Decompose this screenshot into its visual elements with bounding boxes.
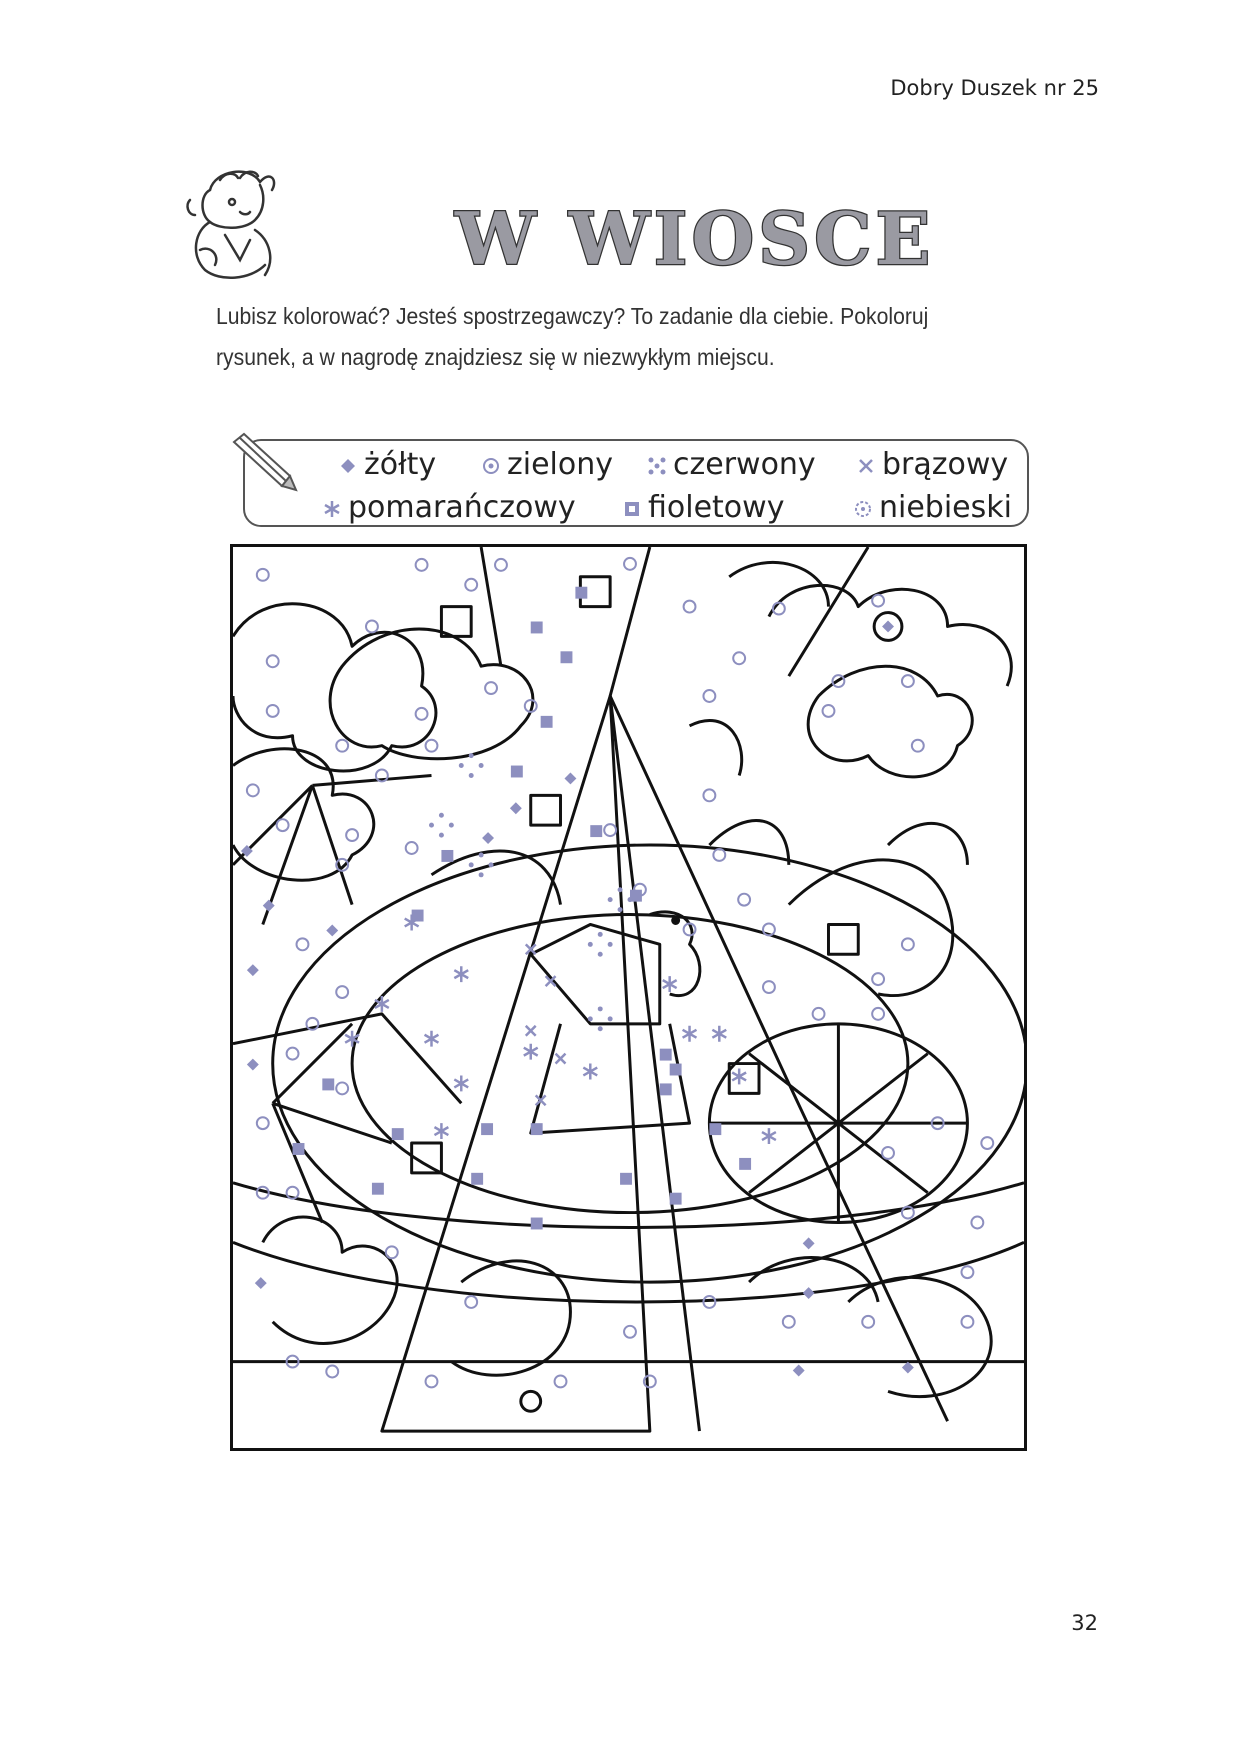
legend-label-blue: niebieski (879, 490, 1012, 525)
dot-cross-icon (647, 456, 667, 476)
square-icon (622, 499, 642, 519)
legend-label-green: zielony (507, 447, 613, 482)
legend-item-yellow (338, 447, 436, 482)
page-title: W WIOSCE (455, 196, 935, 281)
coloring-line-art (233, 547, 1024, 1448)
legend-item-purple (622, 490, 784, 525)
legend-label-purple: fioletowy (648, 490, 785, 525)
gear-circle-icon (853, 499, 873, 519)
x-mark-icon (856, 456, 876, 476)
legend-label-yellow: żółty (364, 447, 437, 482)
legend-item-blue (853, 490, 1012, 525)
coloring-picture (230, 544, 1027, 1451)
publication-title: Dobry Duszek nr 25 (890, 76, 1099, 100)
legend-item-brown (856, 447, 1008, 482)
pencil-icon (230, 432, 298, 492)
asterisk-icon (322, 499, 342, 519)
legend-item-red (647, 447, 816, 482)
legend-label-red: czerwony (673, 447, 816, 482)
boy-mascot-icon (180, 160, 290, 285)
dotted-circle-icon (481, 456, 501, 476)
legend-label-brown: brązowy (882, 447, 1009, 482)
legend-item-green (481, 447, 613, 482)
diamond-icon (338, 456, 358, 476)
page-number: 32 (1071, 1611, 1098, 1635)
legend-item-orange (322, 490, 576, 525)
intro-text: Lubisz kolorować? Jesteś spostrzegawczy? To zadanie dla ciebie. Pokoloruj rysunek, a w nagrodę znajdziesz się w niezwykłym miejscu. (216, 303, 929, 370)
legend-label-orange: pomarańczowy (348, 490, 576, 525)
